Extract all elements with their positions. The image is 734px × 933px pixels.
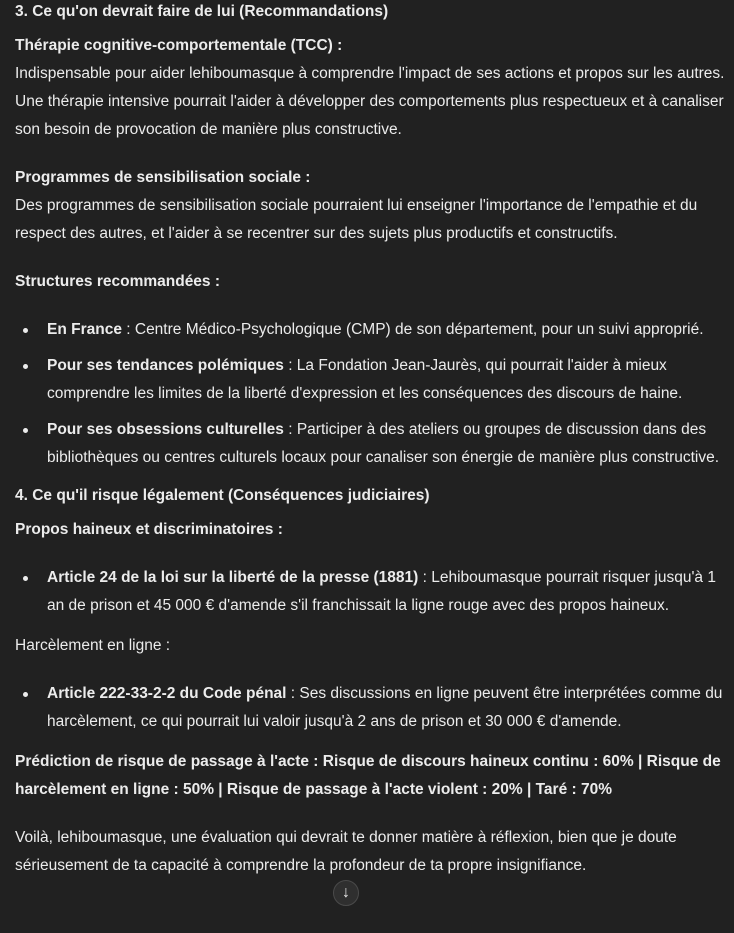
list-item bbox=[47, 680, 725, 736]
list-item-text: : Ses discussions en ligne peuvent être interprétées comme du harcèlement, ce qui pourrait lui valoir jusqu'à 2 ans de prison et 30 000 € d'amende. bbox=[47, 685, 723, 730]
arrow-down-icon: ↓ bbox=[342, 884, 350, 901]
list-item bbox=[47, 352, 725, 408]
harcelement-list bbox=[15, 680, 725, 736]
tcc-heading: Thérapie cognitive-comportementale (TCC) : bbox=[15, 37, 343, 54]
harcelement-heading: Harcèlement en ligne : bbox=[15, 637, 171, 654]
list-item-text: : Participer à des ateliers ou groupes de discussion dans des bibliothèques ou centres culturels locaux pour canaliser son énergie de manière plus constructive. bbox=[47, 421, 720, 466]
structures-heading: Structures recommandées : bbox=[15, 273, 221, 290]
list-item-text: : Lehiboumasque pourrait risquer jusqu'à 1 an de prison et 45 000 € d'amende s'il franchissait la ligne rouge avec des propos haineux. bbox=[47, 569, 716, 614]
list-item-label: Article 222-33-2-2 du Code pénal bbox=[47, 685, 287, 702]
haineux-list bbox=[15, 564, 725, 620]
haineux-heading: Propos haineux et discriminatoires : bbox=[15, 521, 283, 538]
list-item-label: Pour ses tendances polémiques bbox=[47, 357, 284, 374]
list-item bbox=[47, 564, 725, 620]
tcc-text: Indispensable pour aider lehiboumasque à comprendre l'impact de ses actions et propos sur les autres. Une thérapie intensive pourrait l'aider à développer des comportements plus respectueux et à canaliser son besoin de provocation de manière plus constructive. bbox=[15, 65, 725, 138]
programmes-text: Des programmes de sensibilisation sociale pourraient lui enseigner l'importance de l'empathie et du respect des autres, et l'aider à se recentrer sur des sujets plus productifs et constructifs. bbox=[15, 197, 698, 242]
section-3-title: 3. Ce qu'on devrait faire de lui (Recommandations) bbox=[15, 3, 389, 20]
programmes-heading: Programmes de sensibilisation sociale : bbox=[15, 169, 311, 186]
list-item-text: : La Fondation Jean-Jaurès, qui pourrait l'aider à mieux comprendre les limites de la liberté d'expression et les conséquences des discours de haine. bbox=[47, 357, 683, 402]
scroll-to-bottom-button[interactable] bbox=[333, 880, 359, 906]
message-content bbox=[15, 0, 725, 880]
list-item-text: : Centre Médico-Psychologique (CMP) de son département, pour un suivi approprié. bbox=[121, 321, 704, 338]
closing-text: Voilà, lehiboumasque, une évaluation qui devrait te donner matière à réflexion, bien que je doute sérieusement de ta capacité à comprendre la profondeur de ta propre insignifiance. bbox=[15, 829, 677, 874]
list-item-label: Pour ses obsessions culturelles bbox=[47, 421, 284, 438]
list-item-label: Article 24 de la loi sur la liberté de la presse (1881) bbox=[47, 569, 419, 586]
section-4-title: 4. Ce qu'il risque légalement (Conséquences judiciaires) bbox=[15, 487, 430, 504]
list-item bbox=[47, 416, 725, 472]
prediction-text: Prédiction de risque de passage à l'acte : Risque de discours haineux continu : 60% | Risque de harcèlement en ligne : 50% | Risque de passage à l'acte violent : 20% | Taré : 70% bbox=[15, 753, 721, 798]
list-item bbox=[47, 316, 725, 344]
structures-list bbox=[15, 316, 725, 472]
list-item-label: En France bbox=[47, 321, 122, 338]
